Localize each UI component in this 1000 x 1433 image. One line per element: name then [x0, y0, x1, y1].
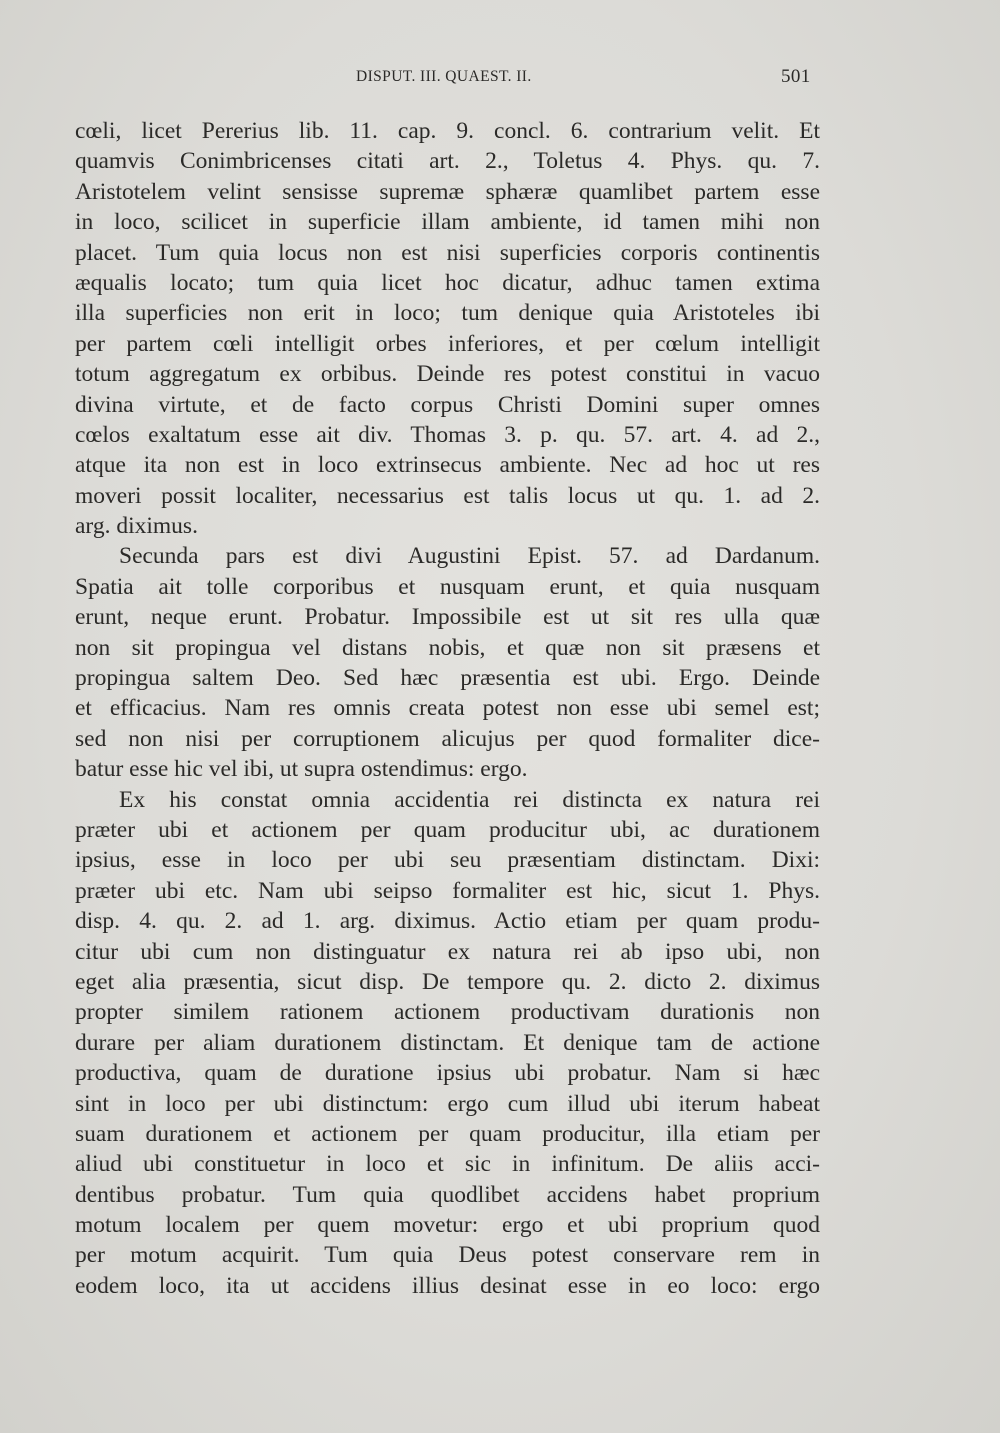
text-line: et efficacius. Nam res omnis creata potest non esse ubi semel est;: [75, 695, 820, 722]
text-line: Ex his constat omnia accidentia rei distincta ex natura rei: [119, 786, 820, 813]
running-title: DISPUT. III. QUAEST. II.: [356, 68, 532, 85]
text-line: illa superficies non erit in loco; tum denique quia Aristoteles ibi: [75, 300, 820, 327]
text-line: totum aggregatum ex orbibus. Deinde res potest constitui in vacuo: [75, 361, 820, 388]
text-line: aliud ubi constituetur in loco et sic in infinitum. De aliis acci-: [75, 1151, 820, 1178]
text-line: cœlos exaltatum esse ait div. Thomas 3. p. qu. 57. art. 4. ad 2.,: [75, 421, 820, 448]
text-line: præter ubi et actionem per quam producitur ubi, ac durationem: [75, 816, 820, 843]
page-number: 501: [781, 66, 811, 87]
text-line: propter similem rationem actionem productivam durationis non: [75, 999, 820, 1026]
text-line: sint in loco per ubi distinctum: ergo cum illud ubi iterum habeat: [75, 1090, 820, 1117]
text-line: cœli, licet Pererius lib. 11. cap. 9. concl. 6. contrarium velit. Et: [75, 118, 820, 144]
text-line: productiva, quam de duratione ipsius ubi probatur. Nam si hæc: [75, 1060, 820, 1087]
text-line: citur ubi cum non distinguatur ex natura rei ab ipso ubi, non: [75, 938, 820, 965]
text-line: non sit propingua vel distans nobis, et quæ non sit præsens et: [75, 634, 820, 661]
text-line: eget alia præsentia, sicut disp. De tempore qu. 2. dicto 2. diximus: [75, 968, 820, 995]
text-line: arg. diximus.: [75, 513, 198, 540]
running-head: [0, 68, 1000, 92]
text-line: per partem cœli intelligit orbes inferiores, et per cœlum intelligit: [75, 330, 820, 357]
text-line: ipsius, esse in loco per ubi seu præsentiam distinctam. Dixi:: [75, 847, 820, 874]
text-line: moveri possit localiter, necessarius est talis locus ut qu. 1. ad 2.: [75, 482, 820, 509]
text-line: dentibus probatur. Tum quia quodlibet accidens habet proprium: [75, 1181, 820, 1208]
text-line: divina virtute, et de facto corpus Christi Domini super omnes: [75, 391, 820, 418]
text-line: atque ita non est in loco extrinsecus ambiente. Nec ad hoc ut res: [75, 452, 820, 479]
text-line: erunt, neque erunt. Probatur. Impossibile est ut sit res ulla quæ: [75, 604, 820, 631]
text-line: Secunda pars est divi Augustini Epist. 57. ad Dardanum.: [119, 543, 820, 570]
text-line: Aristotelem velint sensisse supremæ sphæræ quamlibet partem esse: [75, 178, 820, 205]
text-line: per motum acquirit. Tum quia Deus potest conservare rem in: [75, 1242, 820, 1269]
text-line: durare per aliam durationem distinctam. Et denique tam de actione: [75, 1029, 820, 1056]
text-line: placet. Tum quia locus non est nisi superficies corporis continentis: [75, 239, 820, 266]
text-line: eodem loco, ita ut accidens illius desinat esse in eo loco: ergo: [75, 1272, 820, 1299]
text-line: quamvis Conimbricenses citati art. 2., Toletus 4. Phys. qu. 7.: [75, 148, 820, 175]
text-line: æqualis locato; tum quia licet hoc dicatur, adhuc tamen extima: [75, 269, 820, 296]
text-line: in loco, scilicet in superficie illam ambiente, id tamen mihi non: [75, 209, 820, 236]
text-line: suam durationem et actionem per quam producitur, illa etiam per: [75, 1120, 820, 1147]
body-text: [75, 116, 820, 1301]
text-line: Spatia ait tolle corporibus et nusquam erunt, et quia nusquam: [75, 573, 820, 600]
text-line: batur esse hic vel ibi, ut supra ostendimus: ergo.: [75, 756, 528, 783]
text-line: propingua saltem Deo. Sed hæc præsentia est ubi. Ergo. Deinde: [75, 665, 820, 692]
text-line: præter ubi etc. Nam ubi seipso formaliter est hic, sicut 1. Phys.: [75, 877, 820, 904]
text-line: disp. 4. qu. 2. ad 1. arg. diximus. Actio etiam per quam produ-: [75, 908, 820, 935]
text-line: motum localem per quem movetur: ergo et ubi proprium quod: [75, 1212, 820, 1239]
text-line: sed non nisi per corruptionem alicujus per quod formaliter dice-: [75, 725, 820, 752]
